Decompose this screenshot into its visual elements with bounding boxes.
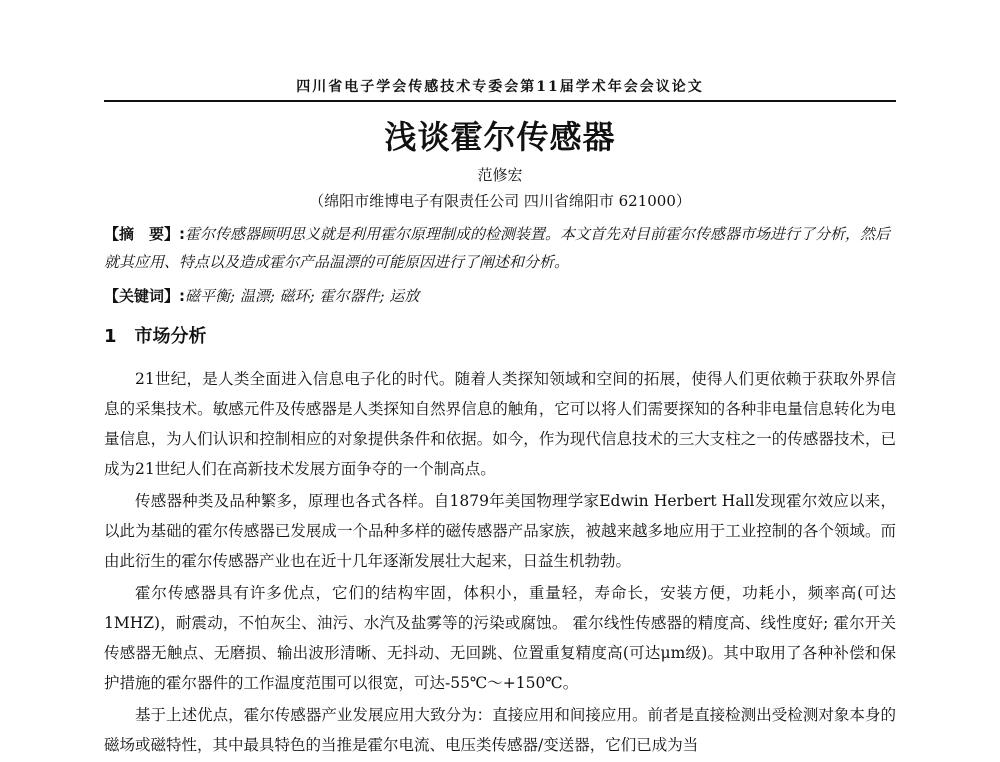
body-text (104, 364, 896, 762)
abstract-label: 【摘 要】: (104, 225, 185, 243)
paper-title: 浅谈霍尔传感器 (384, 118, 616, 156)
keywords-text: 磁平衡; 温漂; 磁环; 霍尔器件; 运放 (185, 287, 420, 305)
abstract (104, 220, 896, 276)
author-name: 范修宏 (477, 166, 523, 184)
keywords (104, 282, 896, 310)
paragraph: 传感器种类及品种繁多，原理也各式各样。自1879年美国物理学家Edwin Herbert Hall发现霍尔效应以来，以此为基础的霍尔传感器已发展成一个品种多样的磁传感器产品家族，被越来越多地应用于工业控制的各个领域。而由此衍生的霍尔传感器产业也在近十几年逐渐发展壮大起来，日益生机勃勃。 (104, 492, 896, 570)
section-number: 1 (104, 326, 117, 347)
keywords-label: 【关键词】: (104, 287, 185, 305)
section-heading (104, 322, 896, 348)
abstract-text: 霍尔传感器顾明思义就是利用霍尔原理制成的检测装置。本文首先对目前霍尔传感器市场进行了分析，然后就其应用、特点以及造成霍尔产品温漂的可能原因进行了阐述和分析。 (104, 225, 891, 271)
paragraph: 21世纪，是人类全面进入信息电子化的时代。随着人类探知领域和空间的拓展，使得人们更依赖于获取外界信息的采集技术。敏感元件及传感器是人类探知自然界信息的触角，它可以将人们需要探知的各种非电量信息转化为电量信息，为人们认识和控制相应的对象提供条件和依据。如今，作为现代信息技术的三大支柱之一的传感器技术，已成为21世纪人们在高新技术发展方面争夺的一个制高点。 (104, 370, 896, 478)
paragraph: 霍尔传感器具有许多优点，它们的结构牢固，体积小，重量轻，寿命长，安装方便，功耗小，频率高(可达1MHZ)，耐震动，不怕灰尘、油污、水汽及盐雾等的污染或腐蚀。 霍尔线性传感器的精度高、线性度好; 霍尔开关传感器无触点、无磨损、输出波形清晰、无抖动、无回跳、位置重复精度高(可达μm级)。其中取用了各种补偿和保护措施的霍尔器件的工作温度范围可以很宽，可达-55℃～+150℃。 (104, 584, 896, 692)
paragraph: 基于上述优点，霍尔传感器产业发展应用大致分为：直接应用和间接应用。前者是直接检测出受检测对象本身的磁场或磁特性，其中最具特色的当推是霍尔电流、电压类传感器/变送器，它们已成为当 (104, 706, 896, 754)
conference-header: 四川省电子学会传感技术专委会第11届学术年会会议论文 (104, 76, 896, 102)
author-affiliation: （绵阳市维博电子有限责任公司 四川省绵阳市 621000） (309, 192, 691, 210)
section-title: 市场分析 (134, 326, 207, 347)
